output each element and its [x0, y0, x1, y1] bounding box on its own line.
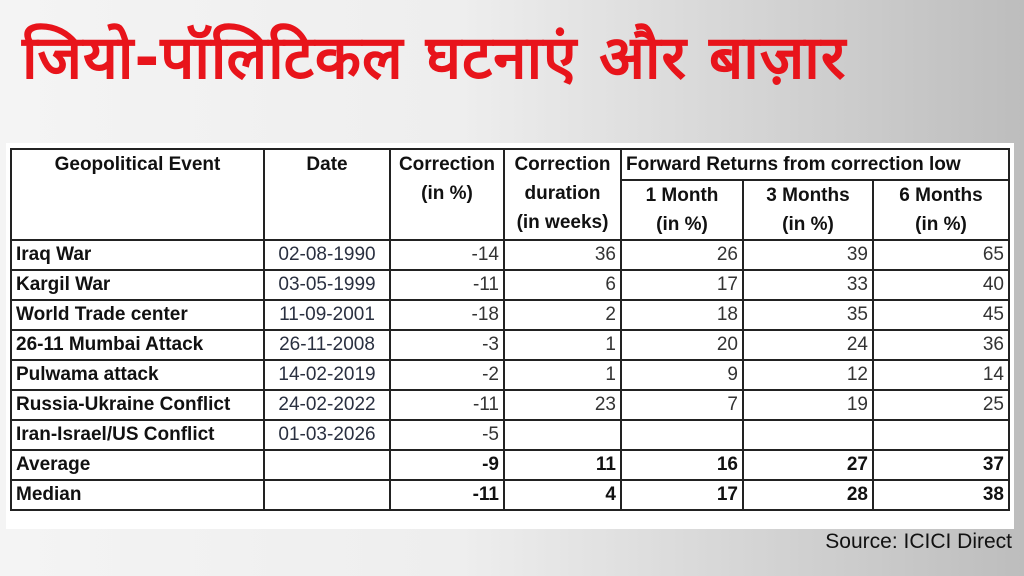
table-row	[11, 360, 1009, 390]
date-cell: 26-11-2008	[264, 330, 390, 360]
average-m1-cell: 16	[621, 450, 743, 480]
m1-cell: 18	[621, 300, 743, 330]
correction-cell: -11	[390, 270, 504, 300]
m3-cell	[743, 420, 873, 450]
header-event: Geopolitical Event	[11, 149, 264, 240]
m1-cell	[621, 420, 743, 450]
m3-cell: 19	[743, 390, 873, 420]
correction-cell: -2	[390, 360, 504, 390]
average-m3-cell: 27	[743, 450, 873, 480]
m1-cell: 7	[621, 390, 743, 420]
m6-cell: 40	[873, 270, 1009, 300]
header-6-months: 6 Months (in %)	[873, 180, 1009, 240]
median-label: Median	[11, 480, 264, 510]
average-m6-cell: 37	[873, 450, 1009, 480]
table-row	[11, 330, 1009, 360]
median-m3-cell: 28	[743, 480, 873, 510]
table-row	[11, 390, 1009, 420]
duration-cell: 2	[504, 300, 621, 330]
median-row	[11, 480, 1009, 510]
m1-cell: 26	[621, 240, 743, 270]
duration-cell: 1	[504, 360, 621, 390]
m1-cell: 17	[621, 270, 743, 300]
table-row	[11, 300, 1009, 330]
duration-cell: 36	[504, 240, 621, 270]
duration-cell: 6	[504, 270, 621, 300]
page-title: जियो-पॉलिटिकल घटनाएं और बाज़ार	[22, 23, 847, 93]
date-cell: 11-09-2001	[264, 300, 390, 330]
median-m1-cell: 17	[621, 480, 743, 510]
date-cell: 03-05-1999	[264, 270, 390, 300]
m6-cell: 36	[873, 330, 1009, 360]
event-cell: Iran-Israel/US Conflict	[11, 420, 264, 450]
date-cell: 24-02-2022	[264, 390, 390, 420]
m3-cell: 12	[743, 360, 873, 390]
m3-cell: 39	[743, 240, 873, 270]
event-cell: Pulwama attack	[11, 360, 264, 390]
event-cell: Iraq War	[11, 240, 264, 270]
date-cell: 14-02-2019	[264, 360, 390, 390]
source-note: Source: ICICI Direct	[825, 530, 1012, 553]
header-1-month: 1 Month (in %)	[621, 180, 743, 240]
header-correction: Correction (in %)	[390, 149, 504, 240]
m6-cell: 25	[873, 390, 1009, 420]
median-m6-cell: 38	[873, 480, 1009, 510]
m3-cell: 24	[743, 330, 873, 360]
average-row	[11, 450, 1009, 480]
correction-cell: -14	[390, 240, 504, 270]
duration-cell: 23	[504, 390, 621, 420]
table-row	[11, 270, 1009, 300]
duration-cell	[504, 420, 621, 450]
median-duration-cell: 4	[504, 480, 621, 510]
event-cell: Russia-Ukraine Conflict	[11, 390, 264, 420]
m1-cell: 9	[621, 360, 743, 390]
m6-cell: 65	[873, 240, 1009, 270]
table-row	[11, 420, 1009, 450]
date-cell: 02-08-1990	[264, 240, 390, 270]
event-cell: 26-11 Mumbai Attack	[11, 330, 264, 360]
correction-cell: -3	[390, 330, 504, 360]
average-correction-cell: -9	[390, 450, 504, 480]
average-label: Average	[11, 450, 264, 480]
m6-cell	[873, 420, 1009, 450]
header-3-months: 3 Months (in %)	[743, 180, 873, 240]
geopolitical-events-table	[10, 148, 1010, 511]
median-correction-cell: -11	[390, 480, 504, 510]
correction-cell: -11	[390, 390, 504, 420]
header-forward-returns: Forward Returns from correction low	[621, 149, 1009, 180]
event-cell: World Trade center	[11, 300, 264, 330]
empty-cell	[264, 480, 390, 510]
average-duration-cell: 11	[504, 450, 621, 480]
header-duration: Correction duration (in weeks)	[504, 149, 621, 240]
date-cell: 01-03-2026	[264, 420, 390, 450]
correction-cell: -18	[390, 300, 504, 330]
m1-cell: 20	[621, 330, 743, 360]
m6-cell: 14	[873, 360, 1009, 390]
duration-cell: 1	[504, 330, 621, 360]
header-date: Date	[264, 149, 390, 240]
empty-cell	[264, 450, 390, 480]
m3-cell: 35	[743, 300, 873, 330]
event-cell: Kargil War	[11, 270, 264, 300]
correction-cell: -5	[390, 420, 504, 450]
table-row	[11, 240, 1009, 270]
m6-cell: 45	[873, 300, 1009, 330]
m3-cell: 33	[743, 270, 873, 300]
